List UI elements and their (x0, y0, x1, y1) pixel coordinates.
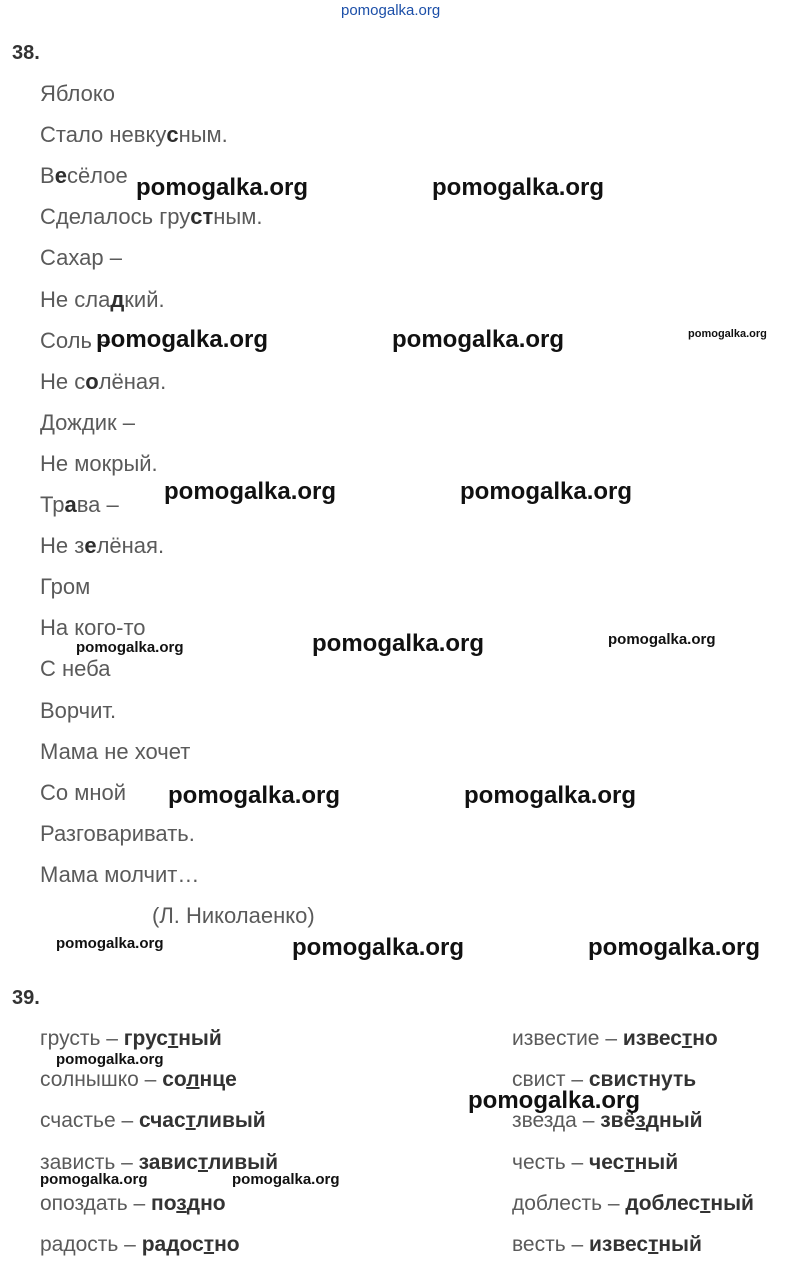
poem-line (40, 410, 135, 436)
derived-word-part: но (692, 1027, 718, 1050)
poem-text: Стало невку (40, 122, 167, 148)
watermark: pomogalka.org (232, 1171, 340, 1188)
unpronounced-consonant: з (176, 1191, 187, 1215)
poem-text: На кого-то (40, 615, 146, 641)
poem-highlight: е (54, 163, 67, 189)
poem-line (40, 204, 262, 230)
watermark: pomogalka.org (56, 935, 164, 952)
poem-line (40, 287, 165, 313)
poem-text: Не с (40, 368, 86, 394)
derived-word-part: чес (589, 1150, 625, 1174)
poem-line (40, 245, 122, 271)
poem-highlight: д (110, 286, 125, 312)
source-word: опоздать – (40, 1191, 152, 1215)
poem-text: Гром (40, 574, 91, 600)
source-word: известие – (512, 1027, 623, 1050)
derived-word-part: доблес (625, 1191, 701, 1215)
poem-line (40, 862, 199, 888)
word-pair-left (40, 1027, 222, 1051)
exercise-38-number: 38. (12, 42, 40, 64)
watermark: pomogalka.org (468, 1087, 641, 1114)
poem-line (40, 81, 115, 107)
poem-text: Не мокрый. (40, 450, 158, 476)
derived-word-part: ный (634, 1150, 679, 1174)
poem-author: (Л. Николаенко) (152, 903, 315, 928)
poem-text: лёная. (98, 368, 167, 394)
poem-text: Сахар – (40, 245, 122, 271)
unpronounced-consonant: т (167, 1027, 179, 1050)
source-word: доблесть – (512, 1191, 626, 1215)
poem-line (40, 492, 119, 518)
poem-text: кий. (124, 286, 165, 312)
word-pair-left (40, 1192, 226, 1216)
derived-word (623, 1027, 718, 1050)
unpronounced-consonant: т (624, 1150, 635, 1174)
watermark: pomogalka.org (464, 782, 637, 809)
derived-word-part: свистнуть (588, 1068, 697, 1092)
derived-word-part: по (151, 1191, 177, 1215)
word-pair-left (40, 1233, 240, 1257)
source-word: свист – (512, 1068, 589, 1092)
poem-text: Не сла (40, 286, 111, 312)
unpronounced-consonant: т (185, 1109, 196, 1133)
poem-line (40, 122, 228, 148)
derived-word-part: нце (199, 1068, 237, 1092)
word-pair-right (512, 1233, 702, 1257)
derived-word-part: дно (186, 1191, 226, 1215)
poem-line (40, 821, 195, 847)
poem-highlight: е (84, 533, 97, 559)
watermark: pomogalka.org (136, 174, 309, 201)
watermark: pomogalka.org (164, 478, 337, 505)
source-word: честь – (512, 1150, 590, 1174)
poem-line (40, 163, 128, 189)
watermark: pomogalka.org (292, 934, 465, 961)
poem-text: Разговаривать. (40, 820, 195, 846)
word-pair-left (40, 1109, 266, 1133)
word-pair-right (512, 1192, 754, 1216)
poem-line (40, 574, 90, 600)
derived-word-part: ный (178, 1027, 222, 1050)
watermark: pomogalka.org (312, 630, 485, 657)
derived-word (151, 1192, 226, 1215)
poem-text: Мама молчит… (40, 861, 200, 887)
poem-text: ва – (76, 492, 119, 517)
derived-word-part: грус (123, 1027, 168, 1050)
poem-text: Яблоко (40, 81, 115, 106)
derived-word-part: но (214, 1233, 240, 1256)
poem-highlight: ст (190, 204, 214, 230)
poem-line (40, 451, 158, 477)
poem-text: ным. (213, 204, 263, 230)
derived-word-part: радос (141, 1233, 204, 1256)
site-watermark-top: pomogalka.org (341, 2, 441, 19)
word-pair-right (512, 1151, 678, 1175)
derived-word-part: ный (710, 1191, 754, 1215)
poem-line (40, 739, 190, 765)
watermark: pomogalka.org (56, 1051, 164, 1068)
derived-word-part: извес (622, 1027, 682, 1050)
watermark: pomogalka.org (76, 639, 184, 656)
poem-highlight: о (85, 368, 99, 394)
watermark: pomogalka.org (168, 782, 341, 809)
poem-text: Соль – (40, 327, 111, 353)
poem-text: Сделалось гру (40, 204, 191, 230)
derived-word-part: счас (138, 1109, 186, 1133)
poem-text: Тр (40, 492, 65, 517)
watermark: pomogalka.org (688, 328, 767, 340)
poem-line (40, 656, 110, 682)
poem-line (40, 780, 126, 806)
poem-highlight: с (166, 122, 179, 148)
source-word: весть – (512, 1233, 590, 1256)
derived-word-part: звё (600, 1109, 636, 1133)
derived-word-part: ливый (207, 1150, 278, 1174)
poem-text: Не з (40, 533, 85, 559)
poem-text: лёная. (96, 533, 165, 559)
derived-word-part: извес (589, 1233, 649, 1256)
derived-word (625, 1192, 754, 1215)
poem-highlight: а (64, 492, 77, 517)
source-word: грусть – (40, 1027, 124, 1050)
unpronounced-consonant: т (681, 1027, 693, 1050)
watermark: pomogalka.org (460, 478, 633, 505)
unpronounced-consonant: з (635, 1109, 646, 1133)
poem-text: ным. (178, 122, 228, 148)
watermark: pomogalka.org (96, 326, 269, 353)
poem-line (40, 698, 116, 724)
derived-word-part: ный (658, 1233, 702, 1256)
derived-word-part: завис (138, 1150, 198, 1174)
poem-text: сёлое (66, 163, 128, 189)
poem-text: Со мной (40, 779, 127, 805)
derived-word (589, 1151, 678, 1174)
derived-word-part: дный (645, 1109, 703, 1133)
poem-text: С неба (40, 656, 111, 682)
poem-line (40, 533, 164, 559)
derived-word (589, 1233, 702, 1256)
watermark: pomogalka.org (432, 174, 605, 201)
derived-word-part: со (162, 1068, 187, 1092)
word-pair-right (512, 1027, 718, 1051)
derived-word (139, 1109, 266, 1132)
poem-line (40, 369, 166, 395)
source-word: зависть – (40, 1150, 139, 1174)
poem-text: Дождик – (40, 409, 135, 435)
unpronounced-consonant: т (648, 1233, 659, 1256)
poem-line (40, 615, 146, 641)
source-word: радость – (40, 1233, 142, 1256)
poem-text: Мама не хочет (40, 738, 191, 764)
unpronounced-consonant: т (203, 1233, 215, 1256)
unpronounced-consonant: л (186, 1068, 200, 1092)
word-pair-left (40, 1068, 237, 1092)
poem-text: Ворчит. (40, 697, 117, 723)
derived-word (142, 1233, 240, 1256)
source-word: солнышко – (40, 1068, 163, 1092)
derived-word (124, 1027, 222, 1050)
watermark: pomogalka.org (40, 1171, 148, 1188)
watermark: pomogalka.org (392, 326, 565, 353)
source-word: звезда – (512, 1109, 601, 1133)
unpronounced-consonant: т (700, 1191, 711, 1215)
unpronounced-consonant: т (197, 1150, 208, 1174)
derived-word (162, 1068, 237, 1091)
watermark: pomogalka.org (608, 631, 716, 648)
poem-text: В (40, 163, 55, 189)
derived-word-part: ливый (195, 1109, 266, 1133)
watermark: pomogalka.org (588, 934, 761, 961)
source-word: счастье – (40, 1109, 139, 1133)
exercise-39-number: 39. (12, 987, 40, 1009)
